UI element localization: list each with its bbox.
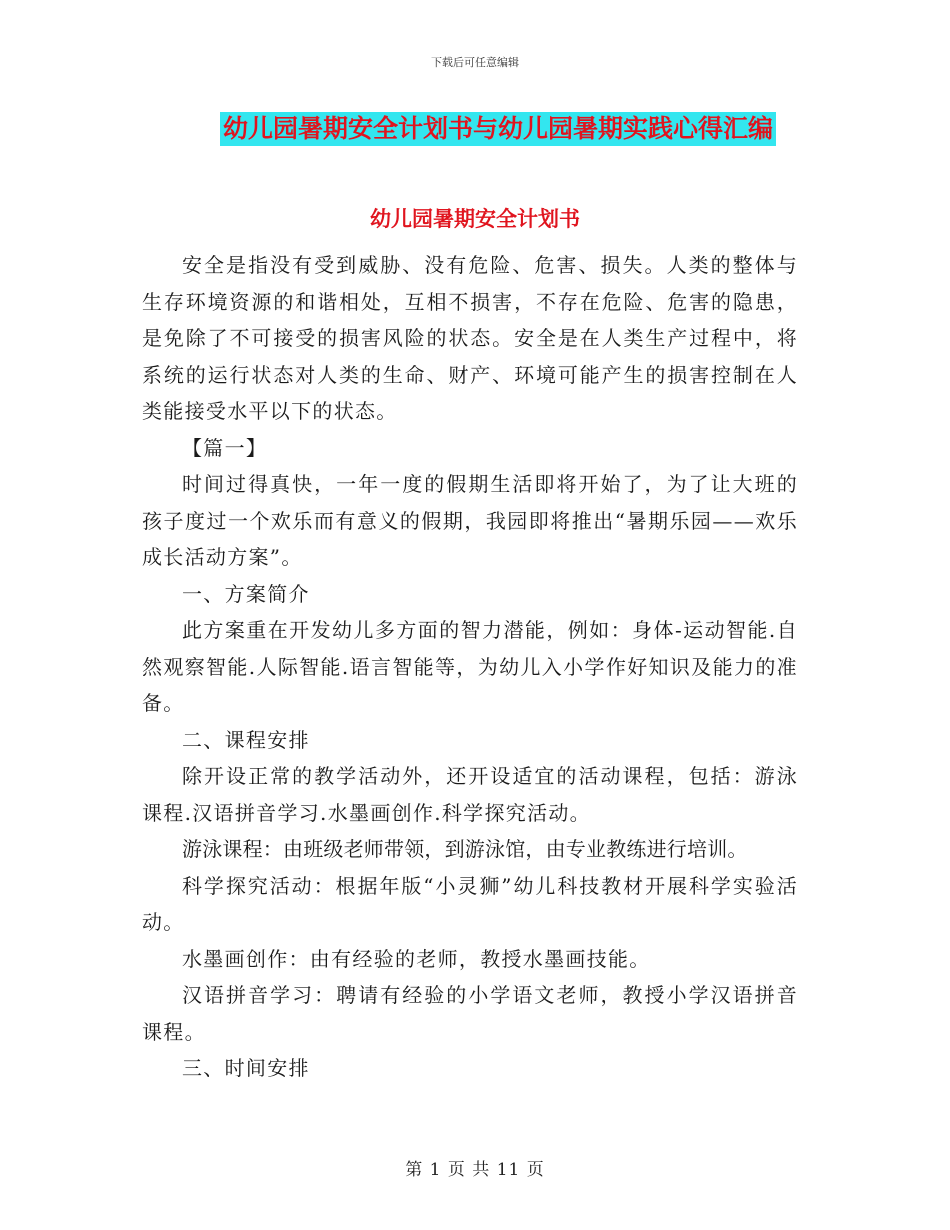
heading-overview: 一、方案简介: [182, 581, 310, 606]
paragraph-opening: 时间过得真快，一年一度的假期生活即将开始了，为了让大班的孩子度过一个欢乐而有意义的假期，我园即将推出“暑期乐园——欢乐成长活动方案”。: [142, 472, 798, 569]
paragraph-part-one-heading: 【篇一】: [182, 435, 268, 460]
paragraph-science: 科学探究活动：根据年版“小灵狮”幼儿科技教材开展科学实验活动。: [142, 873, 798, 934]
paragraph-pinyin: 汉语拼音学习：聘请有经验的小学语文老师，教授小学汉语拼音课程。: [142, 983, 798, 1044]
section-title: 幼儿园暑期安全计划书: [370, 207, 580, 231]
document-title: 幼儿园暑期安全计划书与幼儿园暑期实践心得汇编: [220, 112, 776, 146]
heading-schedule: 三、时间安排: [182, 1056, 310, 1080]
document-body: [142, 247, 798, 1087]
paragraph-ink-painting: 水墨画创作：由有经验的老师，教授水墨画技能。: [182, 946, 651, 971]
paragraph-intro: 安全是指没有受到威胁、没有危险、危害、损失。人类的整体与生存环境资源的和谐相处，互相不损害，不存在危险、危害的隐患，是免除了不可接受的损害风险的状态。安全是在人类生产过程中，将系统的运行状态对人类的生命、财产、环境可能产生的损害控制在人类能接受水平以下的状态。: [142, 253, 798, 423]
paragraph-curriculum: 除开设正常的教学活动外，还开设适宜的活动课程，包括：游泳课程.汉语拼音学习.水墨画创作.科学探究活动。: [142, 764, 798, 825]
page-footer: 第 1 页 共 11 页: [405, 1160, 545, 1180]
heading-curriculum: 二、课程安排: [182, 727, 310, 752]
header-note: 下载后可任意编辑: [431, 56, 519, 69]
paragraph-overview: 此方案重在开发幼儿多方面的智力潜能，例如：身体-运动智能.自然观察智能.人际智能.语言智能等，为幼儿入小学作好知识及能力的准备。: [142, 618, 798, 715]
main-title-wrap: [0, 112, 950, 146]
paragraph-swimming: 游泳课程：由班级老师带领，到游泳馆，由专业教练进行培训。: [182, 837, 748, 861]
